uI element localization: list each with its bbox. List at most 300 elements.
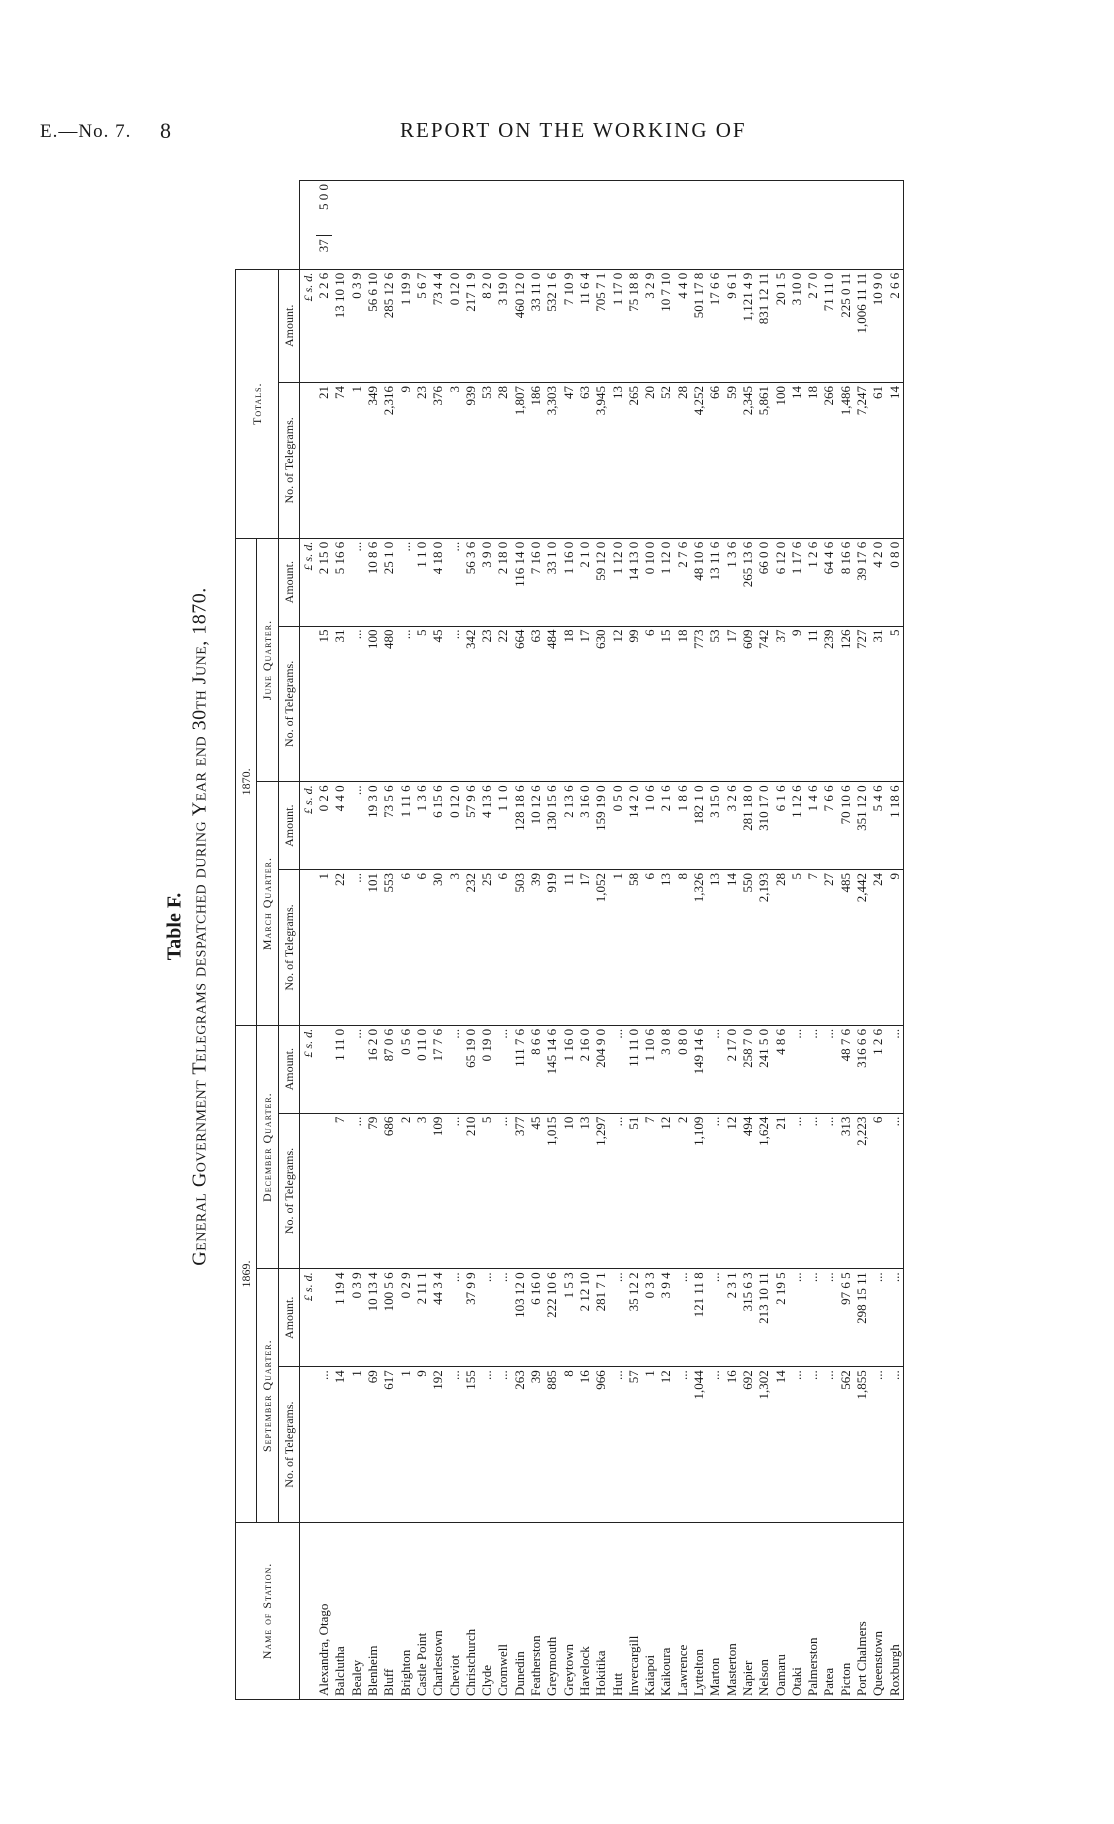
amount-value: ... [610, 1269, 626, 1367]
amount-value: ... [447, 1025, 463, 1113]
telegram-count: 3 [414, 1113, 430, 1269]
amount-value: 315 6 3 [740, 1269, 756, 1367]
amount-value: ... [707, 1269, 723, 1367]
telegram-count: 45 [430, 626, 446, 782]
march-quarter-header: March Quarter. [257, 782, 278, 1026]
amount-value: 460 12 0 [512, 269, 528, 382]
amount-value: ... [479, 1269, 495, 1367]
telegram-count: 28 [773, 870, 789, 1026]
telegram-count: 63 [528, 626, 544, 782]
station-name: Featherston [528, 1523, 544, 1700]
table-row [495, 181, 511, 1700]
amount-value: 17 6 6 [707, 269, 723, 382]
telegram-count: 1,044 [691, 1367, 707, 1523]
amount-value: 97 6 5 [838, 1269, 854, 1367]
amount-value [316, 1025, 332, 1113]
table-row [332, 181, 348, 1700]
amount-value: 1,121 4 9 [740, 269, 756, 382]
amount-value: 6 15 6 [430, 782, 446, 870]
amount-value: 2 13 6 [561, 782, 577, 870]
station-name: Picton [838, 1523, 854, 1700]
telegram-count: 23 [414, 382, 430, 538]
amount-value: 14 13 0 [626, 538, 642, 626]
no-of-telegrams-header: No. of Telegrams. [278, 870, 299, 1026]
telegram-count: ... [789, 1367, 805, 1523]
telegram-count: 14 [724, 870, 740, 1026]
telegram-count: 21 [316, 382, 332, 538]
telegram-count: 14 [789, 382, 805, 538]
amount-value: ... [447, 538, 463, 626]
telegram-count: 885 [544, 1367, 560, 1523]
telegram-count: 1,302 [756, 1367, 772, 1523]
telegram-count: 28 [675, 382, 691, 538]
telegram-count: 239 [821, 626, 837, 782]
telegram-count: 773 [691, 626, 707, 782]
amount-value: 4 4 0 [332, 782, 348, 870]
amount-value: ... [887, 1269, 904, 1367]
amount-value: 2 6 6 [887, 269, 904, 382]
telegram-count: 45 [528, 1113, 544, 1269]
telegram-count: 503 [512, 870, 528, 1026]
telegram-count: 192 [430, 1367, 446, 1523]
amount-value: 145 14 6 [544, 1025, 560, 1113]
amount-value: 258 7 0 [740, 1025, 756, 1113]
telegram-count: 313 [838, 1113, 854, 1269]
station-name: Kaikoura [658, 1523, 674, 1700]
station-name: Havelock [577, 1523, 593, 1700]
telegram-count: ... [495, 1113, 511, 1269]
telegram-count: 3 [447, 382, 463, 538]
telegram-count: 13 [577, 1113, 593, 1269]
telegram-count: ... [447, 1367, 463, 1523]
amount-value: 3 9 0 [479, 538, 495, 626]
amount-value: 1 19 4 [332, 1269, 348, 1367]
station-name: Nelson [756, 1523, 772, 1700]
amount-value: 116 14 0 [512, 538, 528, 626]
telegram-count: 57 [626, 1367, 642, 1523]
amount-value: 20 1 5 [773, 269, 789, 382]
amount-value: 1 8 6 [675, 782, 691, 870]
amount-value: 1 12 0 [610, 538, 626, 626]
amount-value: 2 11 1 [414, 1269, 430, 1367]
telegram-count: 53 [479, 382, 495, 538]
telegram-count: 59 [724, 382, 740, 538]
amount-value: 3 15 0 [707, 782, 723, 870]
telegram-count: 52 [658, 382, 674, 538]
station-name: Greytown [561, 1523, 577, 1700]
table-row [773, 181, 789, 1700]
telegram-count: 14 [773, 1367, 789, 1523]
station-name: Oamaru [773, 1523, 789, 1700]
telegram-count: 39 [528, 870, 544, 1026]
amount-value: 1 10 6 [642, 1025, 658, 1113]
no-of-telegrams-header: No. of Telegrams. [278, 1113, 299, 1269]
telegram-count: 11 [561, 870, 577, 1026]
totals-header: Totals. [236, 269, 279, 538]
amount-value: 1 17 0 [610, 269, 626, 382]
amount-value: ... [707, 1025, 723, 1113]
amount-value: 3 16 0 [577, 782, 593, 870]
telegram-count: 1,624 [756, 1113, 772, 1269]
table-row [691, 181, 707, 1700]
amount-value: 48 7 6 [838, 1025, 854, 1113]
telegram-count: 37 [316, 236, 332, 269]
amount-value: 10 9 0 [870, 269, 886, 382]
telegram-count: ... [349, 626, 365, 782]
amount-value: 351 12 0 [854, 782, 870, 870]
amount-value: 37 9 9 [463, 1269, 479, 1367]
station-name: Lyttelton [691, 1523, 707, 1700]
telegram-count: 232 [463, 870, 479, 1026]
telegram-count: 31 [332, 626, 348, 782]
table-row [528, 181, 544, 1700]
table-row [577, 181, 593, 1700]
telegram-count: 12 [658, 1113, 674, 1269]
amount-value: 0 3 9 [349, 269, 365, 382]
amount-value: 0 8 0 [675, 1025, 691, 1113]
table-row [316, 181, 332, 1700]
amount-header: Amount. [278, 782, 299, 870]
table-row [887, 181, 904, 1700]
telegram-count: 100 [365, 626, 381, 782]
station-name: Patea [821, 1523, 837, 1700]
station-name: Otaki [789, 1523, 805, 1700]
telegram-count: 2,345 [740, 382, 756, 538]
amount-value: 3 9 4 [658, 1269, 674, 1367]
amount-value: 501 17 8 [691, 269, 707, 382]
telegram-count: 1 [642, 1367, 658, 1523]
amount-value: 6 12 0 [773, 538, 789, 626]
amount-value: 70 10 6 [838, 782, 854, 870]
telegram-count: 939 [463, 382, 479, 538]
amount-value: ... [789, 1269, 805, 1367]
amount-value: 149 14 6 [691, 1025, 707, 1113]
table-row [349, 181, 365, 1700]
amount-value: 1 1 0 [414, 538, 430, 626]
year-1869-header: 1869. [236, 1025, 257, 1522]
table-row [479, 181, 495, 1700]
telegram-count: 9 [887, 870, 904, 1026]
amount-value: 10 12 6 [528, 782, 544, 870]
amount-value: 705 7 1 [593, 269, 609, 382]
amount-value: ... [349, 782, 365, 870]
telegram-count: ... [447, 626, 463, 782]
telegram-count: ... [821, 1113, 837, 1269]
telegram-count: 22 [332, 870, 348, 1026]
amount-header: Amount. [278, 1269, 299, 1367]
station-name: Cromwell [495, 1523, 511, 1700]
telegram-count: ... [707, 1113, 723, 1269]
telegram-count: 79 [365, 1113, 381, 1269]
amount-value: ... [870, 1269, 886, 1367]
amount-value: 59 12 0 [593, 538, 609, 626]
telegram-count: 5 [887, 626, 904, 782]
amount-value [316, 1269, 332, 1367]
telegram-count: 7 [332, 1113, 348, 1269]
telegram-count: 692 [740, 1367, 756, 1523]
table-row [756, 181, 772, 1700]
amount-value: 1 12 0 [658, 538, 674, 626]
amount-value: 4 8 6 [773, 1025, 789, 1113]
telegram-count: 1 [349, 1367, 365, 1523]
table-row [821, 181, 837, 1700]
amount-value: 35 12 2 [626, 1269, 642, 1367]
telegram-count: 265 [626, 382, 642, 538]
amount-header: Amount. [278, 538, 299, 626]
amount-value: ... [495, 1269, 511, 1367]
amount-value: ... [805, 1269, 821, 1367]
telegram-count: 3,945 [593, 382, 609, 538]
amount-value: 159 19 0 [593, 782, 609, 870]
telegram-count: 14 [332, 1367, 348, 1523]
amount-value: ... [447, 1269, 463, 1367]
telegram-count: ... [887, 1113, 904, 1269]
table-row [789, 181, 805, 1700]
december-quarter-header: December Quarter. [257, 1025, 278, 1269]
telegrams-table [235, 180, 904, 1700]
telegram-count: ... [805, 1367, 821, 1523]
amount-value: 1 3 6 [724, 538, 740, 626]
amount-value: 7 6 6 [821, 782, 837, 870]
telegram-count: 664 [512, 626, 528, 782]
amount-value: 8 6 6 [528, 1025, 544, 1113]
telegram-count: 61 [870, 382, 886, 538]
telegram-count: ... [610, 1113, 626, 1269]
amount-value: ... [821, 1269, 837, 1367]
telegram-count: ... [821, 1367, 837, 1523]
telegram-count: 18 [675, 626, 691, 782]
station-name: Invercargill [626, 1523, 642, 1700]
telegram-count: 126 [838, 626, 854, 782]
telegram-count: ... [398, 626, 414, 782]
telegram-count: 51 [626, 1113, 642, 1269]
amount-value: 1 16 0 [561, 1025, 577, 1113]
no-of-telegrams-header: No. of Telegrams. [278, 382, 299, 538]
amount-value: 100 5 6 [381, 1269, 397, 1367]
amount-value: 1 5 3 [561, 1269, 577, 1367]
amount-value: 75 18 8 [626, 269, 642, 382]
telegram-count: 2,442 [854, 870, 870, 1026]
amount-value: 111 7 6 [512, 1025, 528, 1113]
telegram-count: 13 [658, 870, 674, 1026]
telegram-count: 22 [495, 626, 511, 782]
telegram-count: 609 [740, 626, 756, 782]
telegram-count: 6 [495, 870, 511, 1026]
amount-value: 265 13 6 [740, 538, 756, 626]
telegram-count: 1,015 [544, 1113, 560, 1269]
amount-value: 4 13 6 [479, 782, 495, 870]
table-body [299, 181, 903, 1700]
telegram-count: 377 [512, 1113, 528, 1269]
amount-value: 103 12 0 [512, 1269, 528, 1367]
amount-value: 16 2 0 [365, 1025, 381, 1113]
table-row [544, 181, 560, 1700]
amount-value: 56 3 6 [463, 538, 479, 626]
telegram-count: 24 [870, 870, 886, 1026]
amount-value: 13 10 10 [332, 269, 348, 382]
telegram-count: 7 [642, 1113, 658, 1269]
table-row [430, 181, 446, 1700]
amount-value: 33 1 0 [544, 538, 560, 626]
amount-value: 48 10 6 [691, 538, 707, 626]
station-name: Queenstown [870, 1523, 886, 1700]
table-row [838, 181, 854, 1700]
telegram-count: 1,486 [838, 382, 854, 538]
station-name: Bluff [381, 1523, 397, 1700]
table-row [740, 181, 756, 1700]
amount-value: 1 1 0 [495, 782, 511, 870]
amount-value: 0 12 0 [447, 269, 463, 382]
amount-value: 0 2 6 [316, 782, 332, 870]
telegram-count: ... [349, 870, 365, 1026]
amount-value: 6 1 6 [773, 782, 789, 870]
amount-value: 17 7 6 [430, 1025, 446, 1113]
telegram-count: 1,326 [691, 870, 707, 1026]
telegram-count: 9 [789, 626, 805, 782]
amount-value: 285 12 6 [381, 269, 397, 382]
amount-value: 0 8 0 [887, 538, 904, 626]
station-name: Palmerston [805, 1523, 821, 1700]
amount-value: 0 2 9 [398, 1269, 414, 1367]
station-name: Balclutha [332, 1523, 348, 1700]
amount-value: 1 0 6 [642, 782, 658, 870]
telegram-count: ... [495, 1367, 511, 1523]
amount-value: 1 16 0 [561, 538, 577, 626]
telegram-count: 21 [773, 1113, 789, 1269]
telegram-count: 1,807 [512, 382, 528, 538]
telegram-count: 66 [707, 382, 723, 538]
rotated-table-container [235, 180, 1055, 1700]
telegram-count: 1 [349, 382, 365, 538]
station-name: Hokitika [593, 1523, 609, 1700]
telegram-count: 15 [316, 626, 332, 782]
amount-value: ... [789, 1025, 805, 1113]
amount-value: 2 2 6 [316, 269, 332, 382]
table-row [365, 181, 381, 1700]
lsd-units: £ s. d. [299, 1269, 316, 1367]
telegram-count: 2,223 [854, 1113, 870, 1269]
telegram-count: 37 [773, 626, 789, 782]
amount-value: 8 2 0 [479, 269, 495, 382]
telegram-count: 686 [381, 1113, 397, 1269]
amount-value: 64 4 6 [821, 538, 837, 626]
telegram-count: 966 [593, 1367, 609, 1523]
telegram-count: 74 [332, 382, 348, 538]
telegram-count: ... [675, 1367, 691, 1523]
lsd-units: £ s. d. [299, 782, 316, 870]
amount-value: 4 4 0 [675, 269, 691, 382]
telegram-count: 15 [658, 626, 674, 782]
amount-value: 11 11 0 [626, 1025, 642, 1113]
amount-value: 33 11 0 [528, 269, 544, 382]
telegram-count: 6 [642, 870, 658, 1026]
amount-value: 5 0 0 [316, 181, 332, 236]
amount-value: 7 10 9 [561, 269, 577, 382]
amount-value: ... [821, 1025, 837, 1113]
amount-value: 14 2 0 [626, 782, 642, 870]
telegram-count: ... [610, 1367, 626, 1523]
telegram-count: 13 [610, 382, 626, 538]
telegram-count: 18 [805, 382, 821, 538]
telegram-count: 9 [398, 382, 414, 538]
telegram-count: 25 [479, 870, 495, 1026]
amount-value: 25 1 0 [381, 538, 397, 626]
telegram-count: 349 [365, 382, 381, 538]
amount-value: 65 19 0 [463, 1025, 479, 1113]
table-row [724, 181, 740, 1700]
station-name: Lawrence [675, 1523, 691, 1700]
amount-value: 11 6 4 [577, 269, 593, 382]
amount-value: 1 4 6 [805, 782, 821, 870]
amount-value: 39 17 6 [854, 538, 870, 626]
telegram-count: 742 [756, 626, 772, 782]
telegram-count: 18 [561, 626, 577, 782]
amount-value: 1 3 6 [414, 782, 430, 870]
lsd-units: £ s. d. [299, 1025, 316, 1113]
telegram-count: 31 [870, 626, 886, 782]
table-row [398, 181, 414, 1700]
telegram-count: 53 [707, 626, 723, 782]
amount-value: 0 10 0 [642, 538, 658, 626]
telegram-count: 2,193 [756, 870, 772, 1026]
amount-value: 57 9 6 [463, 782, 479, 870]
telegram-count: 484 [544, 626, 560, 782]
amount-value: 2 16 0 [577, 1025, 593, 1113]
telegram-count: 47 [561, 382, 577, 538]
page-number: 8 [160, 118, 172, 143]
amount-value: 2 12 10 [577, 1269, 593, 1367]
amount-value: ... [349, 538, 365, 626]
amount-value: 225 0 11 [838, 269, 854, 382]
amount-value: 0 5 6 [398, 1025, 414, 1113]
telegram-count: 1 [316, 870, 332, 1026]
station-name: Clyde [479, 1523, 495, 1700]
amount-value: 0 11 0 [414, 1025, 430, 1113]
amount-value: 281 18 0 [740, 782, 756, 870]
amount-value: 56 6 10 [365, 269, 381, 382]
telegram-count: 7 [805, 870, 821, 1026]
station-name: Cheviot [447, 1523, 463, 1700]
telegram-count: 6 [414, 870, 430, 1026]
amount-value: 44 3 4 [430, 1269, 446, 1367]
telegram-count: 485 [838, 870, 854, 1026]
telegram-count: 5 [414, 626, 430, 782]
amount-value: 241 5 0 [756, 1025, 772, 1113]
telegram-count: 27 [821, 870, 837, 1026]
station-name: Greymouth [544, 1523, 560, 1700]
currency-units-row [299, 181, 316, 1700]
amount-value: 2 1 6 [658, 782, 674, 870]
telegram-count: ... [805, 1113, 821, 1269]
amount-value: 0 19 0 [479, 1025, 495, 1113]
telegram-count: 263 [512, 1367, 528, 1523]
amount-value: 10 8 6 [365, 538, 381, 626]
amount-value: 10 7 10 [658, 269, 674, 382]
telegram-count: 3,303 [544, 382, 560, 538]
amount-value: 831 12 11 [756, 269, 772, 382]
telegram-count: ... [479, 1367, 495, 1523]
amount-value: 1 11 0 [332, 1025, 348, 1113]
telegram-count: 727 [854, 626, 870, 782]
telegram-count: ... [789, 1113, 805, 1269]
telegram-count: 12 [724, 1113, 740, 1269]
amount-value: 2 1 0 [577, 538, 593, 626]
amount-value: 1 19 9 [398, 269, 414, 382]
telegram-count: ... [316, 1367, 332, 1523]
telegram-count [316, 1113, 332, 1269]
telegram-count: 63 [577, 382, 593, 538]
telegram-count: ... [349, 1113, 365, 1269]
